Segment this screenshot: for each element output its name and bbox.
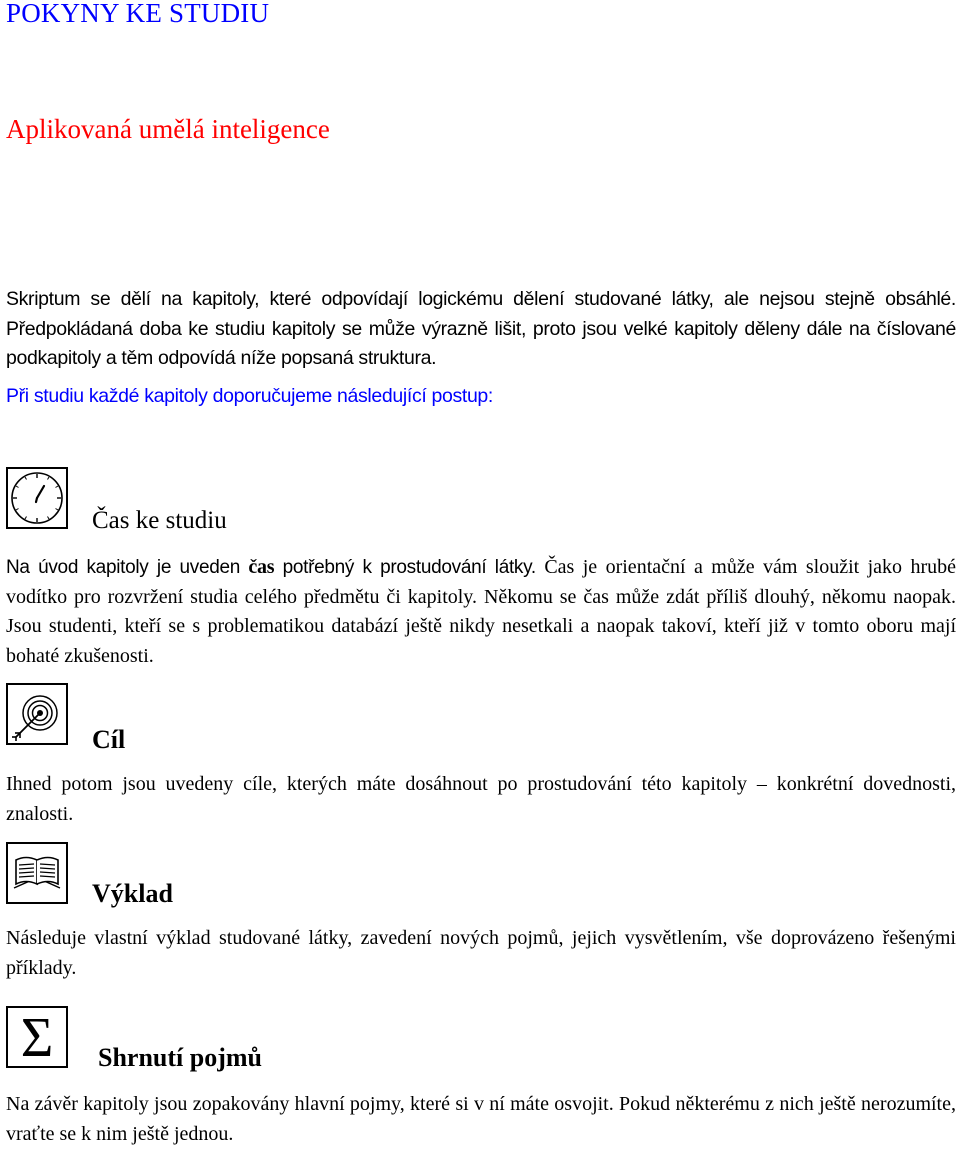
- section-heading-goal: Cíl: [92, 725, 126, 754]
- recommendation-text: Při studiu každé kapitoly doporučujeme následující postup:: [6, 385, 493, 407]
- section-text-time: Na úvod kapitoly je uveden čas potřebný k prostudování látky. Čas je orientační a může vám sloužit jako hrubé vodítko pro rozvržení studia celého předmětu či kapitoly. Někomu se čas může zdát příliš dlouhý, někomu naopak. Jsou studenti, kteří se s problematikou databází ještě nikdy nesetkali a naopak takoví, kteří již v tomto oboru mají bohaté zkušenosti.: [6, 556, 956, 667]
- section-heading-summary: Shrnutí pojmů: [98, 1043, 262, 1072]
- intro-paragraph: Skriptum se dělí na kapitoly, které odpovídají logickému dělení studované látky, ale nejsou stejně obsáhlé. Předpokládaná doba ke studiu kapitoly se může výrazně lišit, proto jsou velké kapitoly děleny dále na číslované podkapitoly a těm odpovídá níže popsaná struktura.: [6, 288, 956, 369]
- target-icon: [6, 683, 68, 745]
- section-heading-explanation: Výklad: [92, 879, 173, 908]
- clock-icon: [6, 467, 68, 529]
- sigma-icon: [6, 1006, 68, 1068]
- page-title: POKYNY KE STUDIU: [6, 0, 270, 28]
- section-text-summary: Na závěr kapitoly jsou zopakovány hlavní pojmy, které si v ní máte osvojit. Pokud některému z nich ještě nerozumíte, vraťte se k nim ještě jednou.: [6, 1093, 956, 1145]
- emphasis-time: čas: [248, 556, 275, 578]
- book-icon: [6, 842, 68, 904]
- sigma-symbol: Σ: [20, 1007, 54, 1069]
- section-text-explanation: Následuje vlastní výklad studované látky, zavedení nových pojmů, jejich vysvětlením, vše doprovázeno řešenými příklady.: [6, 927, 956, 979]
- course-title: Aplikovaná umělá inteligence: [6, 114, 330, 144]
- section-text-goal: Ihned potom jsou uvedeny cíle, kterých máte dosáhnout po prostudování této kapitoly – konkrétní dovednosti, znalosti.: [6, 773, 956, 825]
- section-heading-time: Čas ke studiu: [92, 507, 227, 534]
